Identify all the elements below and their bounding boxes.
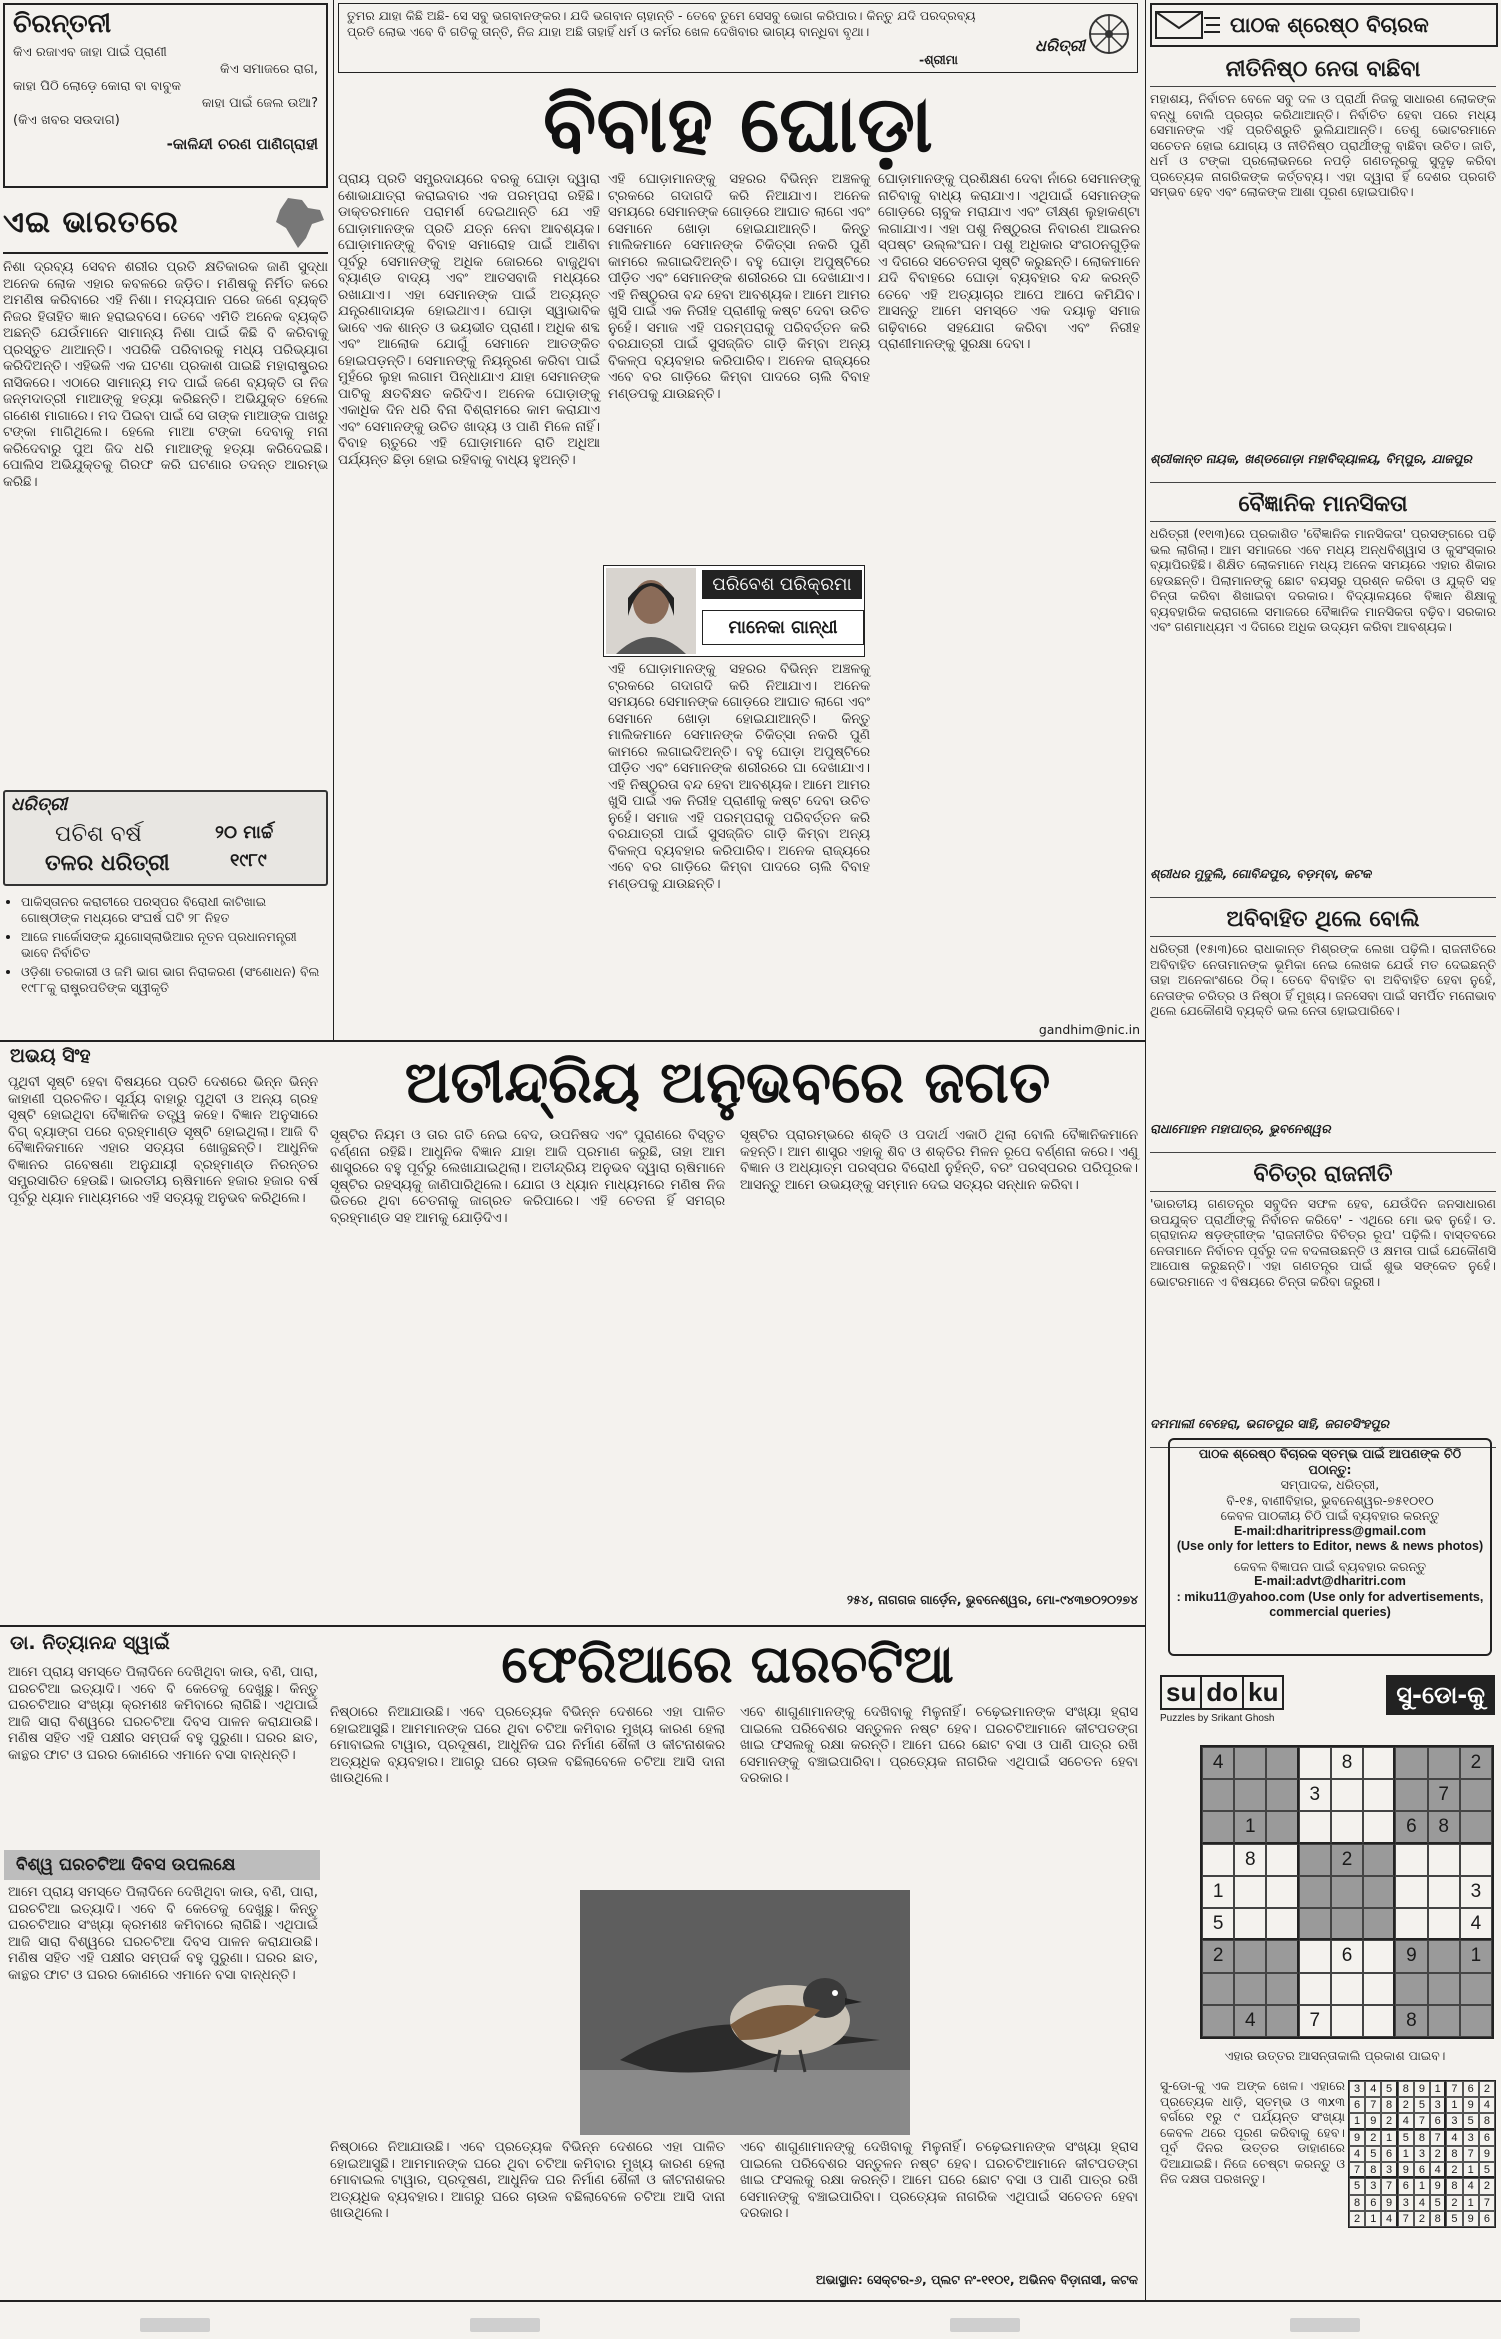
answer-cell: 1 xyxy=(1381,2130,1397,2146)
answer-cell: 2 xyxy=(1349,2211,1365,2227)
sudoku-cell[interactable] xyxy=(1266,1876,1298,1908)
quote-author: -ଶ୍ରୀମା xyxy=(919,52,958,67)
sparrow-headline: ଫେରିଆରେ ଘରଚଟିଆ xyxy=(501,1634,954,1695)
letter xyxy=(1150,487,1496,898)
letter xyxy=(1150,902,1496,1153)
answer-cell: 9 xyxy=(1479,2146,1495,2162)
letter xyxy=(1150,52,1496,483)
answer-cell: 8 xyxy=(1349,2195,1365,2211)
sudoku-cell[interactable] xyxy=(1331,1779,1363,1811)
letter xyxy=(1150,1157,1496,1448)
poem-line: କିଏ ରଜାଏବ ଜାହା ପାଇଁ ପ୍ରାଣୀ xyxy=(13,45,167,60)
answer-cell: 5 xyxy=(1414,2097,1430,2113)
letters-header xyxy=(1150,3,1498,47)
sudoku-cell[interactable] xyxy=(1299,1908,1331,1940)
answer-cell: 2 xyxy=(1381,2113,1397,2129)
sudoku-cell[interactable] xyxy=(1266,1779,1298,1811)
flashback-list xyxy=(3,894,328,995)
sudoku-cell[interactable] xyxy=(1363,1908,1395,1940)
sudoku-cell[interactable] xyxy=(1299,1747,1331,1779)
answer-cell: 7 xyxy=(1463,2146,1479,2162)
flashback-date: ୨୦ ମାର୍ଚ୍ଚ xyxy=(215,822,274,843)
chirantani-box xyxy=(3,3,328,188)
answer-cell: 5 xyxy=(1381,2081,1397,2097)
letter-body: ଧରିତ୍ରୀ (୧୧ା୩)ରେ ପ୍ରକାଶିତ 'ବୈଜ୍ଞାନିକ ମାନସିକତା' ପ୍ରସଙ୍ଗରେ ପଢ଼ି ଭଲ ଲାଗିଲା। ଆମ ସମାଜରେ ଏବେ ମଧ୍ୟ ଅନ୍ଧବିଶ୍ୱାସ ଓ କୁସଂସ୍କାର ବ୍ୟାପିରହିଛି। ଶିକ୍ଷିତ ଲୋକମାନେ ମଧ୍ୟ ଅନେକ ସମୟରେ ଏହାର ଶିକାର ହେଉଛନ୍ତି। ପିଲାମାନଙ୍କୁ ଛୋଟ ବୟସରୁ ପ୍ରଶ୍ନ କରିବା ଓ ଯୁକ୍ତି ସହ ଚିନ୍ତା କରିବା ଶିଖାଇବା ଦରକାର। ବିଦ୍ୟାଳୟରେ ବିଜ୍ଞାନ ଶିକ୍ଷାକୁ ବ୍ୟବହାରିକ କରାଗଲେ ସମାଜରେ ବୈଜ୍ଞାନିକ ମାନସିକତା ବଢ଼ିବ। ସରକାର ଏବଂ ଗଣମାଧ୍ୟମ ଏ ଦିଗରେ ଅଧିକ ଉଦ୍ୟମ କରିବା ଆବଶ୍ୟକ। xyxy=(1150,526,1496,634)
answer-cell: 3 xyxy=(1398,2195,1414,2211)
sudoku-cell[interactable] xyxy=(1234,1876,1266,1908)
sudoku-cell[interactable]: 7 xyxy=(1428,1779,1460,1811)
sudoku-cell[interactable] xyxy=(1428,1908,1460,1940)
answer-cell: 9 xyxy=(1430,2178,1446,2194)
sudoku-header xyxy=(1160,1675,1495,1731)
sudoku-how-to: ସୁ-ଡୋ-କୁ ଏକ ଅଙ୍କ ଖେଳ। ଏହାରେ ପ୍ରତ୍ୟେକ ଧାଡ଼ି, ସ୍ତମ୍ଭ ଓ ୩x୩ ବର୍ଗରେ ୧ରୁ ୯ ପର୍ଯ୍ୟନ୍ତ ସଂଖ୍ୟା କେବଳ ଥରେ ପୂରଣ କରିବାକୁ ହେବ। ପୂର୍ବ ଦିନର ଉତ୍ତର ଡାହାଣରେ ଦିଆଯାଇଛି। ନିଜେ ଚେଷ୍ଟା କରନ୍ତୁ ଓ ନିଜ ଦକ୍ଷତା ପରଖନ୍ତୁ। xyxy=(1160,2078,1345,2186)
sudoku-grid[interactable] xyxy=(1200,1745,1494,2039)
answer-cell: 6 xyxy=(1430,2113,1446,2129)
answer-cell: 3 xyxy=(1381,2162,1397,2178)
sudoku-cell[interactable]: 6 xyxy=(1331,1940,1363,1972)
sudoku-cell[interactable] xyxy=(1363,1973,1395,2005)
answer-cell: 4 xyxy=(1398,2113,1414,2129)
answer-cell: 8 xyxy=(1365,2162,1381,2178)
sudoku-cell[interactable]: 2 xyxy=(1202,1940,1234,1972)
ame-bharat-body: ନିଶା ଦ୍ରବ୍ୟ ସେବନ ଶରୀର ପ୍ରତି କ୍ଷତିକାରକ ଜାଣି ସୁଦ୍ଧା ଅନେକ ଲୋକ ଏହାର କବଳରେ ଜଡ଼ିତ। ମଣିଷକୁ ନିର୍ମିତ କରେ ଅମଣିଷ କରିବାରେ ଏହି ନିଶା। ମଦ୍ୟପାନ ପରେ ଜଣେ ବ୍ୟକ୍ତି ନିଜର ହିତାହିତ ଜ୍ଞାନ ହରାଇବସେ। ତେବେ ଏମିତି ଅନେକ ବ୍ୟକ୍ତି ଅଛନ୍ତି ଯେଉଁମାନେ ସାମାନ୍ୟ ନିଶା ପାଇଁ କିଛି ବି କରିବାକୁ ପ୍ରସ୍ତୁତ ଥାଆନ୍ତି। ଏପରିକି ପରିବାରକୁ ମଧ୍ୟ ପରିଭ୍ୟାଗ କରିଦିଅନ୍ତି। ଏହିଭଳି ଏକ ଘଟଣା ପ୍ରକାଶ ପାଇଛି ମହାରାଷ୍ଟ୍ରର ନାସିକରେ। ଏଠାରେ ସାମାନ୍ୟ ମଦ ପାଇଁ ଜଣେ ବ୍ୟକ୍ତି ତା ନିଜ ଜନ୍ମଦାତ୍ରୀ ମାଆଙ୍କୁ ହତ୍ୟା କରିଛନ୍ତି। ଅଭିଯୁକ୍ତ ହେଲେ ଗଣେଶ ମାଗାରେ। ମଦ ପିଇବା ପାଇଁ ସେ ତାଙ୍କ ମାଆଙ୍କ ପାଖରୁ ଟଙ୍କା ମାଗିଥିଲେ। ହେଲେ ମାଆ ଟଙ୍କା ଦେବାକୁ ମନା କରିଦେବାରୁ ପୁଅ ଜିଦ ଧରି ମାଆଙ୍କୁ ହତ୍ୟା କରିଦେଇଛି। ପୋଲିସ ଅଭିଯୁକ୍ତକୁ ଗିରଫ କରି ଘଟଣାର ତଦନ୍ତ ଆରମ୍ଭ କରିଛି। xyxy=(3,260,333,490)
answer-cell: 1 xyxy=(1463,2162,1479,2178)
contact-email1-note: (Use only for letters to Editor, news & news photos) xyxy=(1176,1539,1484,1553)
sudoku-cell[interactable]: 8 xyxy=(1331,1747,1363,1779)
answer-cell: 7 xyxy=(1446,2081,1462,2097)
answer-cell: 1 xyxy=(1349,2113,1365,2129)
answer-cell: 2 xyxy=(1398,2097,1414,2113)
answer-cell: 2 xyxy=(1430,2146,1446,2162)
contact-email2-alt[interactable]: : miku11@yahoo.com (Use only for advertisements, commercial queries) xyxy=(1176,1589,1484,1619)
poem-line: କାହା ପାଇଁ ଜେଲ ଉଆ? xyxy=(201,96,318,111)
quote-text: ତୁମର ଯାହା କିଛି ଅଛି- ସେ ସବୁ ଭଗବାନଙ୍କର। ଯଦି ଭଗବାନ ଚାହାନ୍ତି - ତେବେ ତୁମେ ସେସବୁ ଭୋଗ କରିପାର। କିନ୍ତୁ ଯଦି ପରଦ୍ରବ୍ୟ ପ୍ରତି ଲୋଭ ଏବେ ବି ଗତିକୁ ତାନ୍ତି, ନିଜ ଯାହା ଅଛି ତାହାହିଁ ଧର୍ମ ଓ କର୍ମର ଖେଳ ଦେଖିବାର ଭାଗ୍ୟ ବାନ୍ଧିବା ବୃଥା। xyxy=(347,8,976,39)
sudoku-cell[interactable] xyxy=(1460,1811,1492,1843)
sudoku-cell[interactable] xyxy=(1395,1876,1427,1908)
answer-cell: 4 xyxy=(1479,2097,1495,2113)
sudoku-cell[interactable]: 6 xyxy=(1395,1811,1427,1843)
sudoku-cell[interactable]: 4 xyxy=(1202,1747,1234,1779)
poem-line: କାହା ପିଠି ଲୋଡ଼େ କୋରା ବା ବାବୁକ xyxy=(13,79,181,94)
sudoku-cell[interactable] xyxy=(1202,2005,1234,2037)
answer-cell: 6 xyxy=(1365,2195,1381,2211)
chirantani-title: ଚିରନ୍ତନୀ xyxy=(13,9,112,39)
sudoku-cell[interactable] xyxy=(1428,2005,1460,2037)
answer-cell: 4 xyxy=(1446,2130,1462,2146)
answer-cell: 7 xyxy=(1414,2113,1430,2129)
quote-strip xyxy=(338,3,1138,73)
answer-cell: 3 xyxy=(1430,2097,1446,2113)
answer-cell: 1 xyxy=(1463,2195,1479,2211)
answer-cell: 1 xyxy=(1365,2211,1381,2227)
envelope-icon xyxy=(1152,8,1222,42)
ame-bharat-section xyxy=(3,192,333,782)
sparrow-col1a: ଆମେ ପ୍ରାୟ ସମସ୍ତେ ପିଲାଦିନେ ଦେଖିଥିବା କାଉ, ବଣି, ପାରା, ଘରଚଟିଆ ଇତ୍ୟାଦି। ଏବେ ବି କେତେକୁ ଦେଖୁଛୁ। କିନ୍ତୁ ଘରଚଟିଆର ସଂଖ୍ୟା କ୍ରମଶଃ କମିବାରେ ଲାଗିଛି। ଏଥିପାଇଁ ଆଜି ସାରା ବିଶ୍ୱରେ ଘରଚଟିଆ ଦିବସ ପାଳନ କରାଯାଉଛି। ମଣିଷ ସହିତ ଏହି ପକ୍ଷୀର ସମ୍ପର୍କ ବହୁ ପୁରୁଣା। ଘରର ଛାତ, କାନ୍ଥର ଫାଟ ଓ ଘରର କୋଣରେ ଏମାନେ ବସା ବାନ୍ଧନ୍ତି। xyxy=(8,1665,323,1763)
answer-cell: 2 xyxy=(1446,2162,1462,2178)
sudoku-cell[interactable] xyxy=(1395,1844,1427,1876)
sparrow-photo xyxy=(580,1890,910,2135)
answer-cell: 7 xyxy=(1349,2162,1365,2178)
answer-cell: 6 xyxy=(1398,2178,1414,2194)
answer-cell: 5 xyxy=(1463,2113,1479,2129)
sudoku-cell[interactable]: 5 xyxy=(1202,1908,1234,1940)
sudoku-cell[interactable] xyxy=(1428,1747,1460,1779)
sparrow-col1b: ଆମେ ପ୍ରାୟ ସମସ୍ତେ ପିଲାଦିନେ ଦେଖିଥିବା କାଉ, ବଣି, ପାରା, ଘରଚଟିଆ ଇତ୍ୟାଦି। ଏବେ ବି କେତେକୁ ଦେଖୁଛୁ। କିନ୍ତୁ ଘରଚଟିଆର ସଂଖ୍ୟା କ୍ରମଶଃ କମିବାରେ ଲାଗିଛି। ଏଥିପାଇଁ ଆଜି ସାରା ବିଶ୍ୱରେ ଘରଚଟିଆ ଦିବସ ପାଳନ କରାଯାଉଛି। ମଣିଷ ସହିତ ଏହି ପକ୍ଷୀର ସମ୍ପର୍କ ବହୁ ପୁରୁଣା। ଘରର ଛାତ, କାନ୍ଥର ଫାଟ ଓ ଘରର କୋଣରେ ଏମାନେ ବସା ବାନ୍ଧନ୍ତି। xyxy=(8,1885,323,1983)
sparrow-contact: ଅଭାସ୍ଥାନ: ସେକ୍ଟର-୬, ପ୍ଲଟ ନଂ-୧୧୦୧, ଅଭିନବ ବିଡ଼ାନାସୀ, କଟକ xyxy=(815,2272,1138,2287)
main-col2-bottom: ଏହି ଘୋଡ଼ାମାନଙ୍କୁ ସହରର ବିଭିନ୍ନ ଅଞ୍ଚଳକୁ ଟ୍ରକରେ ଗଦାଗଦି କରି ନିଆଯାଏ। ଅନେକ ସମୟରେ ସେମାନଙ୍କ ଗୋଡ଼ରେ ଆଘାତ ଲାଗେ ଏବଂ ସେମାନେ ଖୋଡ଼ା ହୋଇଯାଆନ୍ତି। କିନ୍ତୁ ମାଲିକମାନେ ସେମାନଙ୍କ ଚିକିତ୍ସା ନକରି ପୁଣି କାମରେ ଲଗାଇଦିଅନ୍ତି। ବହୁ ଘୋଡ଼ା ଅପୁଷ୍ଟିରେ ପୀଡ଼ିତ ଏବଂ ସେମାନଙ୍କ ଶରୀରରେ ଘା ଦେଖାଯାଏ। ଏହି ନିଷ୍ଠୁରତା ବନ୍ଦ ହେବା ଆବଶ୍ୟକ। ଆମେ ଆମର ଖୁସି ପାଇଁ ଏକ ନିରୀହ ପ୍ରାଣୀକୁ କଷ୍ଟ ଦେବା ଉଚିତ ନୁହେଁ। ସମାଜ ଏହି ପରମ୍ପରାକୁ ପରିବର୍ତ୍ତନ କରି ବରଯାତ୍ରୀ ପାଇଁ ସୁସଜ୍ଜିତ ଗାଡ଼ି କିମ୍ବା ଅନ୍ୟ ବିକଳ୍ପ ବ୍ୟବହାର କରିପାରିବ। ଅନେକ ରାଜ୍ୟରେ ଏବେ ବର ଗାଡ଼ିରେ କିମ୍ବା ପାଦରେ ଚାଲି ବିବାହ ମଣ୍ଡପକୁ ଯାଉଛନ୍ତି। xyxy=(608,662,875,892)
poem-line: କିଏ ସମାଜରେ ରାଗ, xyxy=(220,62,318,77)
sudoku-cell[interactable]: 4 xyxy=(1234,2005,1266,2037)
abhay-col3: ସୃଷ୍ଟିର ପ୍ରାରମ୍ଭରେ ଶକ୍ତି ଓ ପଦାର୍ଥ ଏକାଠି ଥିଲା ବୋଲି ବୈଜ୍ଞାନିକମାନେ କହନ୍ତି। ଆମ ଶାସ୍ତ୍ର ଏହାକୁ ଶିବ ଓ ଶକ୍ତିର ମିଳନ ରୂପେ ବର୍ଣ୍ଣନା କରେ। ଏଣୁ ବିଜ୍ଞାନ ଓ ଅଧ୍ୟାତ୍ମ ପରସ୍ପର ବିରୋଧୀ ନୁହଁନ୍ତି, ବରଂ ପରସ୍ପରର ପରିପୂରକ। ଆସନ୍ତୁ ଆମେ ଉଭୟଙ୍କୁ ସମ୍ମାନ ଦେଇ ସତ୍ୟର ସନ୍ଧାନ କରିବା। xyxy=(740,1128,1143,1193)
answer-cell: 4 xyxy=(1414,2195,1430,2211)
answer-cell: 1 xyxy=(1446,2097,1462,2113)
contact-addr2: ବି-୧୫, ବାଣୀବିହାର, ଭୁବନେଶ୍ୱର-୭୫୧୦୧୦ xyxy=(1226,1492,1434,1508)
letter-body: 'ଭାରତୀୟ ଗଣତନ୍ତ୍ର ସବୁଦିନ ସଫଳ ହେବ, ଯେଉଁଦିନ ଜନସାଧାରଣ ଉପଯୁକ୍ତ ପ୍ରାର୍ଥୀଙ୍କୁ ନିର୍ବାଚନ କରିବେ' - ଏଥିରେ ମୋ ଭବ ନୁହେଁ। ଡ. ଗ୍ରାହାନନ୍ଦ ଷଡ଼ଙ୍ଗୀଙ୍କ 'ରାଜନୀତିର ବିଚିତ୍ର ରୂପ' ପଢ଼ିଲି। ବାସ୍ତବରେ ନେତାମାନେ ନିର୍ବାଚନ ପୂର୍ବରୁ ଦଳ ବଦଳାଉଛନ୍ତି ଓ କ୍ଷମତା ପାଇଁ ଯେକୌଣସି ଆପୋଷ କରୁଛନ୍ତି। ଏହା ଗଣତନ୍ତ୍ର ପାଇଁ ଶୁଭ ସଙ୍କେତ ନୁହେଁ। ଭୋଟରମାନେ ଏ ବିଷୟରେ ଚିନ୍ତା କରିବା ଜରୁରୀ। xyxy=(1150,1196,1496,1289)
sudoku-cell[interactable] xyxy=(1266,1811,1298,1843)
sudoku-cell[interactable] xyxy=(1331,1811,1363,1843)
letter-body: ଧରିତ୍ରୀ (୧୫ା୩)ରେ ରାଧାକାନ୍ତ ମିଶ୍ରଙ୍କ ଲେଖା ପଢ଼ିଲି। ରାଜନୀତିରେ ଅବିବାହିତ ନେତାମାନଙ୍କ ଭୂମିକା ନେଇ ଲେଖକ ଯେଉଁ ମତ ଦେଇଛନ୍ତି ତାହା ଅନେକାଂଶରେ ଠିକ୍। ତେବେ ବିବାହିତ ବା ଅବିବାହିତ ହେବା ନୁହେଁ, ନେତାଙ୍କ ଚରିତ୍ର ଓ ନିଷ୍ଠା ହିଁ ମୁଖ୍ୟ। ଜନସେବା ପାଇଁ ସମର୍ପିତ ମନୋଭାବ ଥିଲେ ଯେକୌଣସି ବ୍ୟକ୍ତି ଭଲ ନେତା ହୋଇପାରିବେ। xyxy=(1150,941,1496,1018)
letter-title: ବୈଜ୍ଞାନିକ ମାନସିକତା xyxy=(1150,487,1496,522)
main-col2: ଏହି ଘୋଡ଼ାମାନଙ୍କୁ ସହରର ବିଭିନ୍ନ ଅଞ୍ଚଳକୁ ଟ୍ରକରେ ଗଦାଗଦି କରି ନିଆଯାଏ। ଅନେକ ସମୟରେ ସେମାନଙ୍କ ଗୋଡ଼ରେ ଆଘାତ ଲାଗେ ଏବଂ ସେମାନେ ଖୋଡ଼ା ହୋଇଯାଆନ୍ତି। କିନ୍ତୁ ମାଲିକମାନେ ସେମାନଙ୍କ ଚିକିତ୍ସା ନକରି ପୁଣି କାମରେ ଲଗାଇଦିଅନ୍ତି। ବହୁ ଘୋଡ଼ା ଅପୁଷ୍ଟିରେ ପୀଡ଼ିତ ଏବଂ ସେମାନଙ୍କ ଶରୀରରେ ଘା ଦେଖାଯାଏ। ଏହି ନିଷ୍ଠୁରତା ବନ୍ଦ ହେବା ଆବଶ୍ୟକ। ଆମେ ଆମର ଖୁସି ପାଇଁ ଏକ ନିରୀହ ପ୍ରାଣୀକୁ କଷ୍ଟ ଦେବା ଉଚିତ ନୁହେଁ। ସମାଜ ଏହି ପରମ୍ପରାକୁ ପରିବର୍ତ୍ତନ କରି ବରଯାତ୍ରୀ ପାଇଁ ସୁସଜ୍ଜିତ ଗାଡ଼ି କିମ୍ବା ଅନ୍ୟ ବିକଳ୍ପ ବ୍ୟବହାର କରିପାରିବ। ଅନେକ ରାଜ୍ୟରେ ଏବେ ବର ଗାଡ଼ିରେ କିମ୍ବା ପାଦରେ ଚାଲି ବିବାହ ମଣ୍ଡପକୁ ଯାଉଛନ୍ତି। xyxy=(608,172,875,402)
answer-cell: 8 xyxy=(1479,2113,1495,2129)
sudoku-cell[interactable] xyxy=(1234,1779,1266,1811)
sudoku-cell[interactable]: 8 xyxy=(1234,1844,1266,1876)
sudoku-cell[interactable] xyxy=(1363,1844,1395,1876)
letter-title: ନୀତିନିଷ୍ଠ ନେତା ବାଛିବା xyxy=(1150,52,1496,87)
sudoku-cell[interactable] xyxy=(1331,1876,1363,1908)
abhay-headline: ଅତୀନ୍ଦ୍ରିୟ ଅନୁଭବରେ ଜଗତ xyxy=(404,1048,1051,1116)
answer-cell: 9 xyxy=(1414,2081,1430,2097)
sudoku-cell[interactable]: 1 xyxy=(1202,1876,1234,1908)
main-email[interactable]: gandhim@nic.in xyxy=(1038,1022,1140,1037)
sudoku-cell[interactable]: 9 xyxy=(1395,1940,1427,1972)
contact-email2[interactable]: E-mail:advt@dharitri.com xyxy=(1254,1574,1406,1588)
sudoku-cell[interactable] xyxy=(1428,1876,1460,1908)
letters-list xyxy=(1150,52,1496,1432)
sudoku-cell[interactable] xyxy=(1460,2005,1492,2037)
byline-box xyxy=(603,565,865,657)
answer-cell: 4 xyxy=(1365,2081,1381,2097)
sudoku-cell[interactable] xyxy=(1234,1747,1266,1779)
sudoku-cell[interactable]: 4 xyxy=(1460,1908,1492,1940)
sudoku-cell[interactable] xyxy=(1428,1973,1460,2005)
sparrow-col3: ଏବେ ଶାଗୁଣାମାନଙ୍କୁ ଦେଖିବାକୁ ମିଳୁନାହିଁ। ଚଢ଼େଇମାନଙ୍କ ସଂଖ୍ୟା ହ୍ରାସ ପାଇଲେ ପରିବେଶର ସନ୍ତୁଳନ ନଷ୍ଟ ହେବ। ଘରଚଟିଆମାନେ କୀଟପତଙ୍ଗ ଖାଇ ଫସଲକୁ ରକ୍ଷା କରନ୍ତି। ଆମେ ଘରେ ଛୋଟ ବସା ଓ ପାଣି ପାତ୍ର ରଖି ସେମାନଙ୍କୁ ବଞ୍ଚାଇପାରିବା। ପ୍ରତ୍ୟେକ ନାଗରିକ ଏଥିପାଇଁ ସଚେତନ ହେବା ଦରକାର। xyxy=(740,1705,1143,1786)
sudoku-cell[interactable] xyxy=(1202,1779,1234,1811)
sudoku-logo-do: do xyxy=(1200,1675,1244,1710)
sparrow-col2: ନିଷ୍ଠାରେ ନିଆଯାଉଛି। ଏବେ ପ୍ରତ୍ୟେକ ବିଭିନ୍ନ ଦେଶରେ ଏହା ପାଳିତ ହୋଇଆସୁଛି। ଆମମାନଙ୍କ ଘରେ ଥିବା ଚଟିଆ କମିବାର ମୁଖ୍ୟ କାରଣ ହେଲା ମୋବାଇଲ ଟାୱାର, ପ୍ରଦୂଷଣ, ଆଧୁନିକ ଘର ନିର୍ମାଣ ଶୈଳୀ ଓ କୀଟନାଶକର ଅତ୍ୟଧିକ ବ୍ୟବହାର। ଆଗରୁ ଘରେ ଚାଉଳ ବଛିଲାବେଳେ ଚଟିଆ ଆସି ଦାନା ଖାଉଥିଲେ। xyxy=(330,1705,730,1786)
flashback-year: ୧୯୮୯ xyxy=(230,850,267,871)
sudoku-cell[interactable] xyxy=(1460,1779,1492,1811)
sudoku-cell[interactable] xyxy=(1266,1973,1298,2005)
answer-cell: 1 xyxy=(1430,2081,1446,2097)
answer-cell: 8 xyxy=(1446,2178,1462,2194)
sudoku-answer-grid xyxy=(1348,2080,1496,2228)
answer-cell: 7 xyxy=(1381,2178,1397,2194)
sudoku-cell[interactable] xyxy=(1299,1811,1331,1843)
sudoku-cell[interactable] xyxy=(1428,1844,1460,1876)
flashback-item: • ଓଡ଼ିଶା ତରକାରୀ ଓ ଜମି ଭାଗ ଭାଗ ନିରାକରଣ (ସଂଶୋଧନ) ବିଲ ୧୯୮୮କୁ ରାଷ୍ଟ୍ରପତିଙ୍କ ସ୍ୱୀକୃତି xyxy=(21,964,328,995)
letter-signature: ଶ୍ରୀଧର ମୁଦୁଲି, ଗୋବିନ୍ଦପୁର, ବଡ଼ମ୍ବା, କଟକ xyxy=(1150,866,1372,881)
sudoku-cell[interactable] xyxy=(1202,1973,1234,2005)
sudoku-cell[interactable] xyxy=(1363,1811,1395,1843)
sudoku-cell[interactable] xyxy=(1395,1908,1427,1940)
quote-logo: ଧରିତ୍ରୀ xyxy=(1035,36,1085,55)
answer-cell: 8 xyxy=(1430,2211,1446,2227)
flashback-item: • ପାକିସ୍ତାନର କରାଚୀରେ ପରସ୍ପର ବିରୋଧୀ କାଟିଖାଇ ଗୋଷ୍ଠୀଙ୍କ ମଧ୍ୟରେ ସଂଘର୍ଷ ଘଟି ୨୮ ନିହତ xyxy=(21,894,328,925)
answer-cell: 4 xyxy=(1430,2162,1446,2178)
sudoku-cell[interactable] xyxy=(1395,1747,1427,1779)
sudoku-answer-note: ଏହାର ଉତ୍ତର ଆସନ୍ତାକାଲି ପ୍ରକାଶ ପାଇବ। xyxy=(1224,2048,1446,2063)
answer-cell: 4 xyxy=(1463,2178,1479,2194)
answer-cell: 9 xyxy=(1398,2162,1414,2178)
answer-cell: 8 xyxy=(1398,2081,1414,2097)
sudoku-cell[interactable] xyxy=(1299,1844,1331,1876)
sudoku-cell[interactable] xyxy=(1266,1908,1298,1940)
answer-cell: 4 xyxy=(1349,2146,1365,2162)
sudoku-cell[interactable] xyxy=(1299,1940,1331,1972)
sudoku-cell[interactable] xyxy=(1363,1779,1395,1811)
answer-cell: 6 xyxy=(1414,2162,1430,2178)
answer-cell: 1 xyxy=(1414,2178,1430,2194)
answer-cell: 6 xyxy=(1463,2081,1479,2097)
answer-cell: 3 xyxy=(1446,2113,1462,2129)
sudoku-cell[interactable]: 7 xyxy=(1299,2005,1331,2037)
answer-cell: 7 xyxy=(1365,2097,1381,2113)
letter-signature: ଶ୍ରୀକାନ୍ତ ନାୟକ, ଖଣ୍ଡଗୋଡ଼ା ମହାବିଦ୍ୟାଳୟ, ବିମ୍ପୁର, ଯାଜପୁର xyxy=(1150,451,1472,466)
answer-cell: 6 xyxy=(1479,2130,1495,2146)
abhay-col1: ପୃଥିବୀ ସୃଷ୍ଟି ହେବା ବିଷୟରେ ପ୍ରତି ଦେଶରେ ଭିନ୍ନ ଭିନ୍ନ କାହାଣୀ ପ୍ରଚଳିତ। ସୂର୍ଯ୍ୟ ବାହାରୁ ପୃଥିବୀ ଓ ଅନ୍ୟ ଗ୍ରହ ସୃଷ୍ଟି ହୋଇଥିବା ବୈଜ୍ଞାନିକ ତତ୍ତ୍ୱ କହେ। ବିଜ୍ଞାନ ଅନୁସାରେ ବିଗ୍ ବ୍ୟାଙ୍ଗ ପରେ ବ୍ରହ୍ମାଣ୍ଡ ସୃଷ୍ଟି ହୋଇଥିଲା। ଆଜି ବି ବୈଜ୍ଞାନିକମାନେ ଏହାର ସତ୍ୟତା ଖୋଜୁଛନ୍ତି। ଆଧୁନିକ ବିଜ୍ଞାନର ଗବେଷଣା ଅନୁଯାୟୀ ବ୍ରହ୍ମାଣ୍ଡ ନିରନ୍ତର ସମ୍ପ୍ରସାରିତ ହେଉଛି। ଭାରତୀୟ ଋଷିମାନେ ହଜାର ହଜାର ବର୍ଷ ପୂର୍ବରୁ ଧ୍ୟାନ ମାଧ୍ୟମରେ ଏହି ସତ୍ୟକୁ ଅନୁଭବ କରିଥିଲେ। xyxy=(8,1075,323,1206)
letter-signature: ଦମମାଲୀ ବେହେରା, ଭଗତପୁର ସାହି, ଜଗତସିଂହପୁର xyxy=(1150,1416,1390,1431)
sudoku-logo-ku: ku xyxy=(1242,1675,1284,1710)
answer-cell: 5 xyxy=(1446,2211,1462,2227)
answer-cell: 7 xyxy=(1398,2211,1414,2227)
answer-cell: 7 xyxy=(1479,2195,1495,2211)
sudoku-cell[interactable] xyxy=(1460,1844,1492,1876)
sudoku-cell[interactable] xyxy=(1331,1973,1363,2005)
contact-note: କେବଳ ପାଠକୀୟ ଚିଠି ପାଇଁ ବ୍ୟବହାର କରନ୍ତୁ xyxy=(1220,1508,1440,1523)
poem-line: (କିଏ ଖବର ସଉଦାଗ) xyxy=(13,113,120,128)
sudoku-cell[interactable]: 8 xyxy=(1428,1811,1460,1843)
sudoku-byline: Puzzles by Srikant Ghosh xyxy=(1160,1713,1275,1724)
answer-cell: 8 xyxy=(1446,2146,1462,2162)
sudoku-cell[interactable]: 1 xyxy=(1460,1940,1492,1972)
letter-title: ବିଚିତ୍ର ରାଜନୀତି xyxy=(1150,1157,1496,1192)
main-col1: ପ୍ରାୟ ପ୍ରତି ସମ୍ପ୍ରଦାୟରେ ବରକୁ ଘୋଡ଼ା ଦ୍ୱାରା ଶୋଭାଯାତ୍ରା କରାଇବାର ଏକ ପରମ୍ପରା ରହିଛି। ଡାକ୍ତରମାନେ ପରାମର୍ଶ ଦେଇଥାନ୍ତି ଯେ ଏହି ଘୋଡ଼ାମାନଙ୍କ ପ୍ରତି ଯତ୍ନ ନେବା ଆବଶ୍ୟକ। ଘୋଡ଼ାମାନଙ୍କୁ ବିବାହ ସମାରୋହ ପାଇଁ ଆଣିବା ପୂର୍ବରୁ ସେମାନଙ୍କୁ ଅଧିକ ଜୋରରେ ବାଜୁଥିବା ବ୍ୟାଣ୍ଡ ବାଦ୍ୟ ଏବଂ ଆତସବାଜି ମଧ୍ୟରେ ରଖାଯାଏ। ଏହା ସେମାନଙ୍କ ପାଇଁ ଅତ୍ୟନ୍ତ ଯନ୍ତ୍ରଣାଦାୟକ ହୋଇଥାଏ। ଘୋଡ଼ା ସ୍ୱାଭାବିକ ଭାବେ ଏକ ଶାନ୍ତ ଓ ଭୟଭୀତ ପ୍ରାଣୀ। ଅଧିକ ଶବ୍ଦ ଏବଂ ଆଲୋକ ଯୋଗୁଁ ସେମାନେ ଆତଙ୍କିତ ହୋଇପଡ଼ନ୍ତି। ସେମାନଙ୍କୁ ନିୟନ୍ତ୍ରଣ କରିବା ପାଇଁ ମୁହଁରେ ଲୁହା ଲଗାମ ପିନ୍ଧାଯାଏ ଯାହା ସେମାନଙ୍କ ପାଟିକୁ କ୍ଷତବିକ୍ଷତ କରିଦିଏ। ଅନେକ ଘୋଡ଼ାଙ୍କୁ ଏକାଧିକ ଦିନ ଧରି ବିନା ବିଶ୍ରାମରେ କାମ କରାଯାଏ ଏବଂ ସେମାନଙ୍କୁ ଉଚିତ ଖାଦ୍ୟ ଓ ପାଣି ମିଳେ ନାହିଁ। ବିବାହ ଋତୁରେ ଏହି ଘୋଡ଼ାମାନେ ରାତି ଅଧିଆ ପର୍ଯ୍ୟନ୍ତ ଛିଡ଼ା ହୋଇ ରହିବାକୁ ବାଧ୍ୟ ହୁଅନ୍ତି। xyxy=(338,172,605,468)
sudoku-cell[interactable] xyxy=(1363,1940,1395,1972)
chirantani-poem xyxy=(13,44,318,129)
sudoku-cell[interactable]: 2 xyxy=(1331,1844,1363,1876)
flashback-item: • ଆଜେ ମାର୍କୋସଙ୍କ ଯୁଗୋସ୍ଲାଭିଆର ନୂତନ ପ୍ରଧାନମନ୍ତ୍ରୀ ଭାବେ ନିର୍ବାଚିତ xyxy=(21,929,328,960)
letters-header-title: ପାଠକ ଶ୍ରେଷ୍ଠ ବିଚାରକ xyxy=(1230,12,1429,37)
ame-bharat-title: ଏଇ ଭାରତରେ xyxy=(3,204,179,240)
sudoku-cell[interactable] xyxy=(1428,1940,1460,1972)
answer-cell: 5 xyxy=(1349,2178,1365,2194)
flashback-box xyxy=(3,790,328,1030)
contact-email1[interactable]: E-mail:dharitripress@gmail.com xyxy=(1233,1523,1427,1538)
abhay-contact: ୨୫୪, ନାଗଗଜ ଗାର୍ଡ଼େନ, ଭୁବନେଶ୍ୱର, ମୋ-୯୪୩୭୦୨୦୨୭୪ xyxy=(846,1592,1138,1607)
answer-cell: 6 xyxy=(1349,2097,1365,2113)
sudoku-cell[interactable] xyxy=(1460,1973,1492,2005)
answer-cell: 9 xyxy=(1381,2195,1397,2211)
sudoku-cell[interactable]: 3 xyxy=(1460,1876,1492,1908)
answer-cell: 3 xyxy=(1463,2130,1479,2146)
sudoku-cell[interactable]: 1 xyxy=(1234,1811,1266,1843)
answer-cell: 3 xyxy=(1349,2081,1365,2097)
sudoku-cell[interactable] xyxy=(1202,1811,1234,1843)
answer-cell: 2 xyxy=(1479,2081,1495,2097)
contact-intro: ପାଠକ ଶ୍ରେଷ୍ଠ ବିଚାରକ ସ୍ତମ୍ଭ ପାଇଁ ଆପଣଙ୍କ ଚିଠି ପଠାନ୍ତୁ: xyxy=(1198,1446,1462,1477)
answer-cell: 5 xyxy=(1430,2195,1446,2211)
author-portrait xyxy=(606,568,696,654)
sudoku-cell[interactable] xyxy=(1234,1973,1266,2005)
letter-title: ଅବିବାହିତ ଥିଲେ ବୋଲି xyxy=(1150,902,1496,937)
answer-cell: 5 xyxy=(1398,2130,1414,2146)
answer-cell: 6 xyxy=(1381,2146,1397,2162)
sudoku-cell[interactable] xyxy=(1395,1779,1427,1811)
sudoku-cell[interactable]: 8 xyxy=(1395,2005,1427,2037)
sudoku-cell[interactable] xyxy=(1363,2005,1395,2037)
sudoku-cell[interactable] xyxy=(1331,2005,1363,2037)
contact-addr1: ସମ୍ପାଦକ, ଧରିତ୍ରୀ, xyxy=(1280,1477,1380,1492)
sudoku-odia-title: ସୁ-ଡୋ-କୁ xyxy=(1386,1675,1495,1715)
letter-signature: ରାଧାମୋହନ ମହାପାତ୍ର, ଭୁବନେଶ୍ୱର xyxy=(1150,1121,1331,1136)
abhay-col2: ସୃଷ୍ଟିର ନିୟମ ଓ ତାର ଗତି ନେଇ ବେଦ, ଉପନିଷଦ ଏବଂ ପୁରାଣରେ ବିସ୍ତୃତ ବର୍ଣ୍ଣନା ରହିଛି। ଆଧୁନିକ ବିଜ୍ଞାନ ଯାହା ଆଜି ପ୍ରମାଣ କରୁଛି, ତାହା ଆମ ଶାସ୍ତ୍ରରେ ବହୁ ପୂର୍ବରୁ ଲେଖାଯାଇଥିଲା। ଅତୀନ୍ଦ୍ରିୟ ଅନୁଭବ ଦ୍ୱାରା ଋଷିମାନେ ସୃଷ୍ଟିର ରହସ୍ୟକୁ ଜାଣିପାରିଥିଲେ। ଯୋଗ ଓ ଧ୍ୟାନ ମାଧ୍ୟମରେ ମଣିଷ ନିଜ ଭିତରେ ଥିବା ଚେତନାକୁ ଜାଗ୍ରତ କରିପାରେ। ଏହି ଚେତନା ହିଁ ସମଗ୍ର ବ୍ରହ୍ମାଣ୍ଡ ସହ ଆମକୁ ଯୋଡ଼ିଦିଏ। xyxy=(330,1128,730,1226)
answer-cell: 3 xyxy=(1365,2178,1381,2194)
main-col3: ଘୋଡ଼ାମାନଙ୍କୁ ପ୍ରଶିକ୍ଷଣ ଦେବା ନାଁରେ ସେମାନଙ୍କୁ ନାଚିବାକୁ ବାଧ୍ୟ କରାଯାଏ। ଏଥିପାଇଁ ସେମାନଙ୍କ ଗୋଡ଼ରେ ଚାବୁକ ମରାଯାଏ ଏବଂ ତୀକ୍ଷ୍ଣ ଲୁହାକଣ୍ଟା ଲଗାଯାଏ। ଏହା ପଶୁ ନିଷ୍ଠୁରତା ନିବାରଣ ଆଇନର ସ୍ପଷ୍ଟ ଉଲ୍ଲଂଘନ। ପଶୁ ଅଧିକାର ସଂଗଠନଗୁଡ଼ିକ ଏ ଦିଗରେ ସଚେତନତା ସୃଷ୍ଟି କରୁଛନ୍ତି। ଲୋକମାନେ ଯଦି ବିବାହରେ ଘୋଡ଼ା ବ୍ୟବହାର ବନ୍ଦ କରନ୍ତି ତେବେ ଏହି ଅତ୍ୟାଚାର ଆପେ ଆପେ କମିଯିବ। ଆସନ୍ତୁ ଆମେ ସମସ୍ତେ ଏକ ଦୟାଳୁ ସମାଜ ଗଢ଼ିବାରେ ସହଯୋଗ କରିବା ଏବଂ ନିରୀହ ପ୍ରାଣୀମାନଙ୍କୁ ସୁରକ୍ଷା ଦେବା। xyxy=(878,172,1145,352)
sudoku-cell[interactable] xyxy=(1363,1876,1395,1908)
sudoku-cell[interactable] xyxy=(1266,1747,1298,1779)
answer-cell: 9 xyxy=(1365,2113,1381,2129)
answer-cell: 2 xyxy=(1446,2195,1462,2211)
sparrow-col3b: ଏବେ ଶାଗୁଣାମାନଙ୍କୁ ଦେଖିବାକୁ ମିଳୁନାହିଁ। ଚଢ଼େଇମାନଙ୍କ ସଂଖ୍ୟା ହ୍ରାସ ପାଇଲେ ପରିବେଶର ସନ୍ତୁଳନ ନଷ୍ଟ ହେବ। ଘରଚଟିଆମାନେ କୀଟପତଙ୍ଗ ଖାଇ ଫସଲକୁ ରକ୍ଷା କରନ୍ତି। ଆମେ ଘରେ ଛୋଟ ବସା ଓ ପାଣି ପାତ୍ର ରଖି ସେମାନଙ୍କୁ ବଞ୍ଚାଇପାରିବା। ପ୍ରତ୍ୟେକ ନାଗରିକ ଏଥିପାଇଁ ସଚେତନ ହେବା ଦରକାର। xyxy=(740,2140,1143,2221)
sparrow-subhead: ବିଶ୍ୱ ଘରଚଟିଆ ଦିବସ ଉପଲକ୍ଷେ xyxy=(4,1850,320,1880)
main-headline: ବିବାହ ଘୋଡ଼ା xyxy=(543,79,933,170)
sudoku-cell[interactable] xyxy=(1363,1747,1395,1779)
sudoku-cell[interactable] xyxy=(1234,1908,1266,1940)
answer-cell: 5 xyxy=(1365,2146,1381,2162)
letter-body: ମହାଶୟ, ନିର୍ବାଚନ ବେଳେ ସବୁ ଦଳ ଓ ପ୍ରାର୍ଥୀ ନିଜକୁ ସାଧାରଣ ଲୋକଙ୍କ ବନ୍ଧୁ ବୋଲି ପ୍ରଚାର କରିଥାଆନ୍ତି। ନିର୍ବାଚିତ ହେବା ପରେ ମଧ୍ୟ ସେମାନଙ୍କ ଏହି ପ୍ରତିଶ୍ରୁତି ଭୁଲିଯାଆନ୍ତି। ତେଣୁ ଭୋଟରମାନେ ସଚେତନ ହୋଇ ଯୋଗ୍ୟ ଓ ନୀତିନିଷ୍ଠ ପ୍ରାର୍ଥୀଙ୍କୁ ବାଛିବା ଉଚିତ। ଜାତି, ଧର୍ମ ଓ ଟଙ୍କା ପ୍ରଲୋଭନରେ ନପଡ଼ି ଗଣତନ୍ତ୍ରକୁ ସୁଦୃଢ଼ କରିବା ପ୍ରତ୍ୟେକ ନାଗରିକଙ୍କ କର୍ତ୍ତବ୍ୟ। ଏହା ଦ୍ୱାରା ହିଁ ଦେଶର ପ୍ରଗତି ସମ୍ଭବ ହେବ ଏବଂ ଲୋକଙ୍କ ଆଶା ପୂରଣ ହୋଇପାରିବ। xyxy=(1150,91,1496,199)
sudoku-cell[interactable] xyxy=(1299,1876,1331,1908)
byline-title: ପରିବେଶ ପରିକ୍ରମା xyxy=(702,570,862,599)
flashback-label2: ତଳର ଧରିତ୍ରୀ xyxy=(45,850,170,876)
answer-cell: 9 xyxy=(1349,2130,1365,2146)
answer-cell: 6 xyxy=(1479,2211,1495,2227)
flashback-label1: ପଚିଶ ବର୍ଷ xyxy=(55,822,142,847)
chirantani-poet: -କାଳିନ୍ଦୀ ଚରଣ ପାଣିଗ୍ରାହୀ xyxy=(166,135,318,153)
answer-cell: 4 xyxy=(1381,2211,1397,2227)
flashback-brand: ଧରିତ୍ରୀ xyxy=(11,794,68,815)
sudoku-cell[interactable]: 3 xyxy=(1299,1779,1331,1811)
answer-cell: 8 xyxy=(1381,2097,1397,2113)
answer-cell: 5 xyxy=(1479,2162,1495,2178)
sudoku-cell[interactable] xyxy=(1234,1940,1266,1972)
contact-box xyxy=(1168,1438,1492,1656)
sudoku-cell[interactable] xyxy=(1331,1908,1363,1940)
sudoku-cell[interactable] xyxy=(1266,1844,1298,1876)
answer-cell: 2 xyxy=(1479,2178,1495,2194)
answer-cell: 9 xyxy=(1463,2211,1479,2227)
abhay-author: ଅଭୟ ସିଂହ xyxy=(10,1045,91,1067)
india-map-icon xyxy=(268,194,328,250)
sudoku-cell[interactable] xyxy=(1395,1973,1427,2005)
answer-cell: 2 xyxy=(1365,2130,1381,2146)
sudoku-cell[interactable] xyxy=(1266,2005,1298,2037)
sudoku-cell[interactable] xyxy=(1266,1940,1298,1972)
answer-cell: 1 xyxy=(1398,2146,1414,2162)
contact-email2-title: କେବଳ ବିଜ୍ଞାପନ ପାଇଁ ବ୍ୟବହାର କରନ୍ତୁ xyxy=(1233,1558,1427,1574)
sudoku-cell[interactable] xyxy=(1202,1844,1234,1876)
sudoku-cell[interactable]: 2 xyxy=(1460,1747,1492,1779)
answer-cell: 8 xyxy=(1414,2130,1430,2146)
answer-cell: 3 xyxy=(1414,2146,1430,2162)
answer-cell: 9 xyxy=(1463,2097,1479,2113)
sparrow-author: ଡା. ନିତ୍ୟାନନ୍ଦ ସ୍ୱାଇଁ xyxy=(10,1632,170,1654)
sudoku-logo-su: su xyxy=(1160,1675,1202,1710)
byline-name: ମାନେକା ଗାନ୍ଧୀ xyxy=(702,610,864,645)
sparrow-col2b: ନିଷ୍ଠାରେ ନିଆଯାଉଛି। ଏବେ ପ୍ରତ୍ୟେକ ବିଭିନ୍ନ ଦେଶରେ ଏହା ପାଳିତ ହୋଇଆସୁଛି। ଆମମାନଙ୍କ ଘରେ ଥିବା ଚଟିଆ କମିବାର ମୁଖ୍ୟ କାରଣ ହେଲା ମୋବାଇଲ ଟାୱାର, ପ୍ରଦୂଷଣ, ଆଧୁନିକ ଘର ନିର୍ମାଣ ଶୈଳୀ ଓ କୀଟନାଶକର ଅତ୍ୟଧିକ ବ୍ୟବହାର। ଆଗରୁ ଘରେ ଚାଉଳ ବଛିଲାବେଳେ ଚଟିଆ ଆସି ଦାନା ଖାଉଥିଲେ। xyxy=(330,2140,730,2221)
answer-cell: 2 xyxy=(1414,2211,1430,2227)
dharma-wheel-icon xyxy=(1087,12,1131,56)
sudoku-cell[interactable] xyxy=(1299,1973,1331,2005)
answer-cell: 7 xyxy=(1430,2130,1446,2146)
